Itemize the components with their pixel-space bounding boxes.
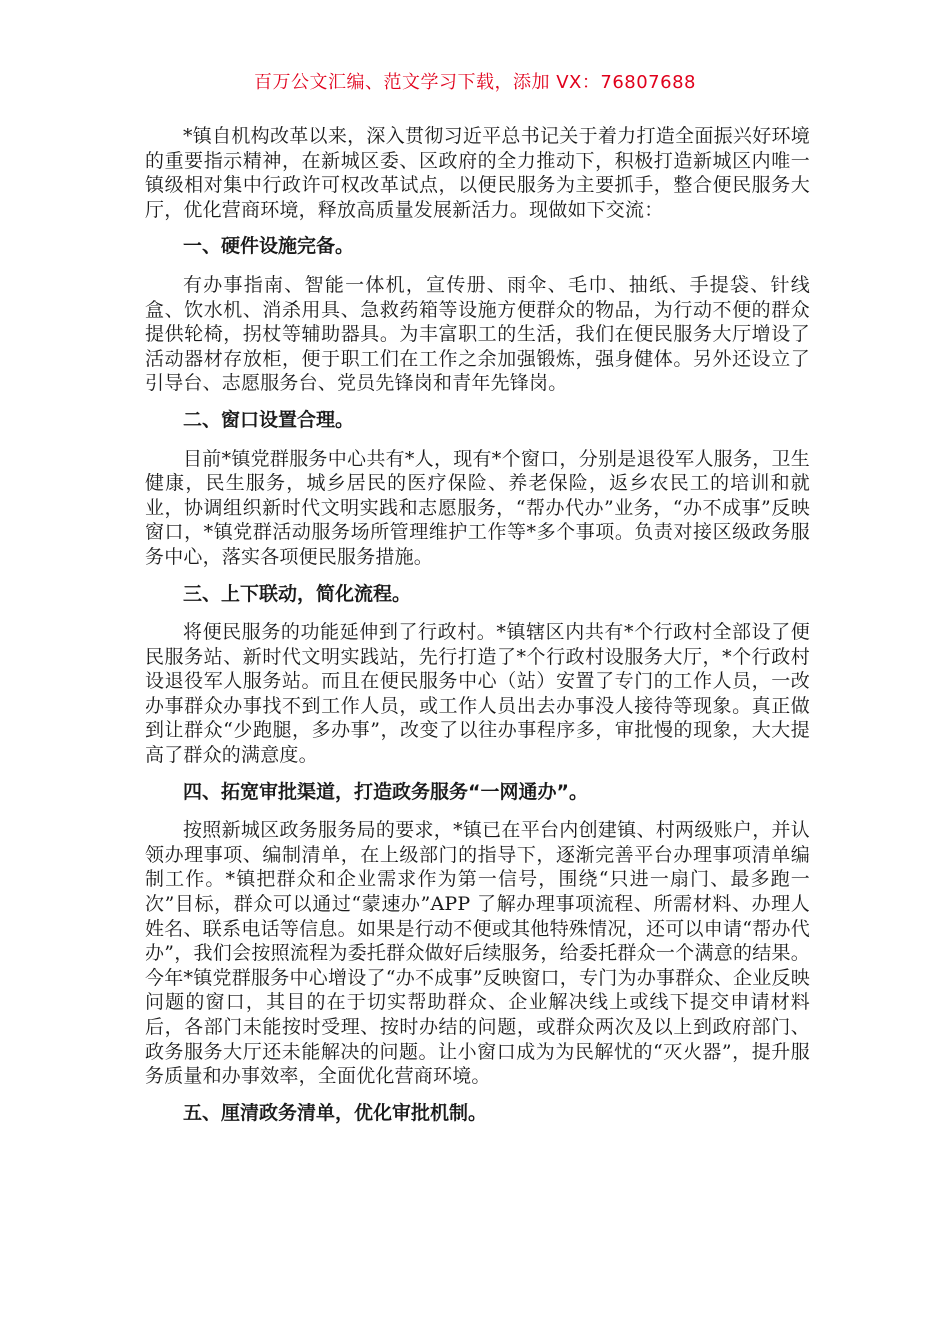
- section-heading: 五、厘清政务清单，优化审批机制。: [183, 1101, 488, 1124]
- section-paragraph: 按照新城区政务服务局的要求，*镇已在平台内创建镇、村两级账户，并认领办理事项、编制清单，在上级部门的指导下，逐渐完善平台办理事项清单编制工作。*镇把群众和企业需求作为第一信号，围绕“只进一扇门、最多跑一次”目标，群众可以通过“蒙速办”APP 了解办理事项流程、所需材料、办理人姓名、联系电话等信息。如果是行动不便或其他特殊情况，还可以申请“帮办代办”，我们会按照流程为委托群众做好后续服务，给委托群众一个满意的结果。今年*镇党群服务中心增设了“办不成事”反映窗口，专门为办事群众、企业反映问题的窗口，其目的在于切实帮助群众、企业解决线上或线下提交申请材料后，各部门未能按时受理、按时办结的问题，或群众两次及以上到政府部门、政务服务大厅还未能解决的问题。让小窗口成为为民解忧的“灭火器”，提升服务质量和办事效率，全面优化营商环境。: [145, 819, 810, 1088]
- section-heading: 四、拓宽审批渠道，打造政务服务“一网通办”。: [183, 780, 588, 803]
- section-paragraph: 有办事指南、智能一体机，宣传册、雨伞、毛巾、抽纸、手提袋、针线盒、饮水机、消杀用具、急救药箱等设施方便群众的物品，为行动不便的群众提供轮椅，拐杖等辅助器具。为丰富职工的生活，我们在便民服务大厅增设了活动器材存放柜，便于职工们在工作之余加强锻炼，强身健体。另外还设立了引导台、志愿服务台、党员先锋岗和青年先锋岗。: [145, 273, 810, 395]
- document-body: [145, 124, 810, 1139]
- section-heading: 二、窗口设置合理。: [183, 408, 355, 431]
- section-paragraph: 将便民服务的功能延伸到了行政村。*镇辖区内共有*个行政村全部设了便民服务站、新时代文明实践站，先行打造了*个行政村设服务大厅，*个行政村设退役军人服务站。而且在便民服务中心（站）安置了专门的工作人员，一改办事群众办事找不到工作人员，或工作人员出去办事没人接待等现象。真正做到让群众“少跑腿，多办事”，改变了以往办事程序多，审批慢的现象，大大提高了群众的满意度。: [145, 621, 810, 767]
- section-paragraph: 目前*镇党群服务中心共有*人，现有*个窗口，分别是退役军人服务，卫生健康，民生服务，城乡居民的医疗保险、养老保险，返乡农民工的培训和就业，协调组织新时代文明实践和志愿服务，“帮办代办”业务，“办不成事”反映窗口，*镇党群活动服务场所管理维护工作等*多个事项。负责对接区级政务服务中心，落实各项便民服务措施。: [145, 447, 810, 568]
- intro-paragraph: *镇自机构改革以来，深入贯彻习近平总书记关于着力打造全面振兴好环境的重要指示精神，在新城区委、区政府的全力推动下，积极打造新城区内唯一镇级相对集中行政许可权改革试点，以便民服务为主要抓手，整合便民服务大厅，优化营商环境，释放高质量发展新活力。现做如下交流：: [145, 125, 810, 221]
- section-heading: 三、上下联动，简化流程。: [183, 582, 412, 605]
- watermark-header: 百万公文汇编、范文学习下载，添加 VX：76807688: [254, 72, 696, 93]
- section-heading: 一、硬件设施完备。: [183, 235, 355, 258]
